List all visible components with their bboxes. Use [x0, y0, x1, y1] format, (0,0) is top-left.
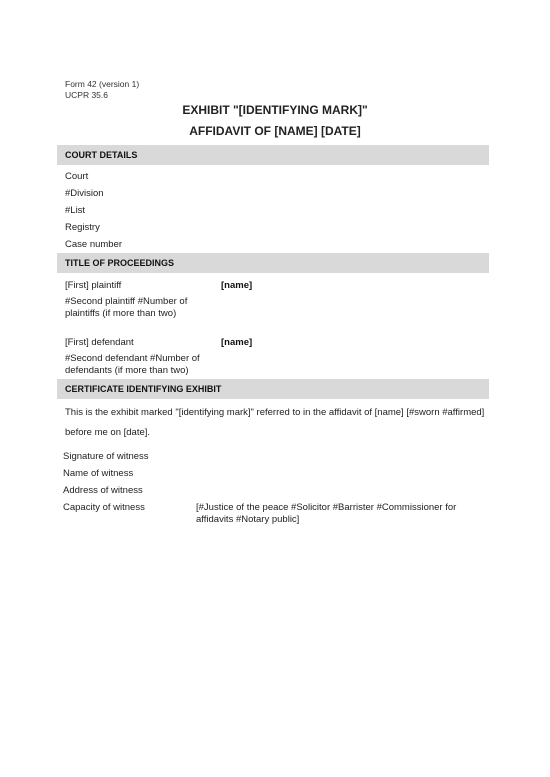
signature-of-witness-label: Signature of witness [63, 451, 149, 462]
affidavit-title: AFFIDAVIT OF [NAME] [DATE] [189, 124, 361, 138]
first-defendant-label: [First] defendant [65, 337, 134, 348]
first-plaintiff-name: [name] [221, 280, 253, 291]
rule-reference: UCPR 35.6 [65, 89, 108, 100]
capacity-of-witness-options: [#Justice of the peace #Solicitor #Barrister #Commissioner for affidavits #Notary public] [196, 502, 457, 525]
second-plaintiff-label: #Second plaintiff #Number of plaintiffs (if more than two) [65, 296, 188, 319]
form-reference [65, 79, 139, 100]
list-label: #List [65, 205, 86, 216]
first-plaintiff-label: [First] plaintiff [65, 280, 122, 291]
first-defendant-name: [name] [221, 337, 253, 348]
proceedings-heading: TITLE OF PROCEEDINGS [57, 253, 489, 273]
division-label: #Division [65, 188, 104, 199]
name-of-witness-label: Name of witness [63, 468, 134, 479]
court-details-heading: COURT DETAILS [57, 145, 489, 165]
certificate-heading: CERTIFICATE IDENTIFYING EXHIBIT [57, 379, 489, 399]
court-label: Court [65, 171, 89, 182]
case-number-label: Case number [65, 239, 123, 250]
registry-label: Registry [65, 222, 100, 233]
capacity-of-witness-label: Capacity of witness [63, 502, 145, 513]
address-of-witness-label: Address of witness [63, 485, 143, 496]
certificate-text: This is the exhibit marked "[identifying mark]" referred to in the affidavit of [name] [#sworn #affirmed] before me on [date]. [65, 407, 485, 438]
form-number: Form 42 (version 1) [65, 79, 140, 89]
second-defendant-label: #Second defendant #Number of defendants (if more than two) [65, 353, 200, 376]
exhibit-title: EXHIBIT "[IDENTIFYING MARK]" [182, 103, 368, 117]
